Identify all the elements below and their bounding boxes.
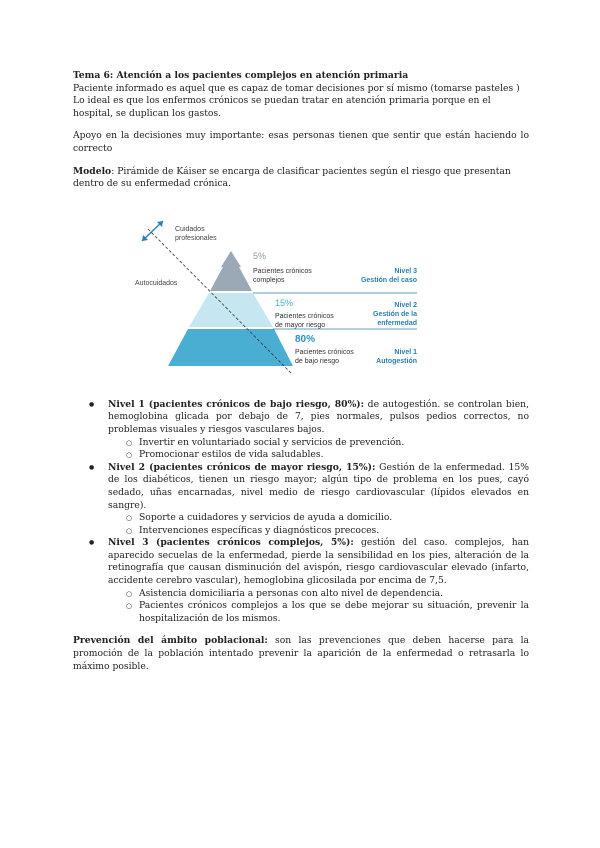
list-item: ● Nivel 3 (pacientes crónicos complejos, 5%): gestión del caso. complejos, han aparecido secuelas de la enfermedad, pierde la sensibilidad en los pies, alteración de la retinografía que causan disminución del avispón, riesgo cardiovascular elevado (infarto, accidente cerebro vascular), hemoglobina glicosilada por encima de 7,5. ○ Asistencia domiciliaria a personas con alto nivel de dependencia. ○ Pacientes crónicos complejos a los que se debe mejorar su situación, prevenir la hospitalización de los mismos. [73,537,529,625]
intro-line: Paciente informado es aquel que es capaz de tomar decisiones por sí mismo (tomarse pasteles ) [73,82,520,94]
tier-1-percent: 80% [295,333,316,345]
tier-1-tipo: Autogestión [376,357,417,365]
pyramid-tier-3-shape [210,252,252,291]
niveles-list [73,399,529,626]
modelo-paragraph: Modelo: Pirámide de Káiser se encarga de clasificar pacientes según el riesgo que presentan dentro de su enfermedad crónica. [73,165,511,190]
tier-3-desc: Pacientes crónicos [253,267,312,275]
tier-2-nivel: Nivel 2 [394,301,417,309]
autocuidados-label: Autocuidados [135,279,178,287]
pyramid-tier-1 [168,329,293,366]
tier-2-desc: de mayor riesgo [275,321,326,329]
cuidados-label: Cuidados [175,225,205,233]
kaiser-pyramid-figure [73,199,529,379]
tier-1-nivel: Nivel 1 [394,348,417,356]
document-title: Tema 6: Atención a los pacientes complejos en atención primaria [73,70,409,81]
tier-2-percent: 15% [275,297,294,308]
list-item: ○ Promocionar estilos de vida saludables. [108,449,529,462]
pyramid-tier-2 [189,293,273,327]
tier-2-tipo: Gestión de la [373,310,417,318]
tier-3-nivel: Nivel 3 [394,267,417,275]
prevencion-paragraph: Prevención del ámbito poblacional: son las prevenciones que deben hacerse para la promoción de la población intentado prevenir la aparición de la enfermedad o retrasarla lo máximo posible. [73,635,530,672]
document-page [73,70,529,673]
tier-3-percent: 5% [253,250,267,261]
apoyo-paragraph: Apoyo en la decisiones muy importante: esas personas tienen que sentir que están haciendo lo correcto [73,130,529,154]
tier-1-desc: de bajo riesgo [295,357,339,365]
list-item: ○ Intervenciones específicas y diagnósticos precoces. [108,525,529,538]
list-item: ○ Invertir en voluntariado social y servicios de prevención. [108,437,529,450]
tier-1-desc: Pacientes crónicos [295,348,354,356]
tier-3-desc: complejos [253,276,285,284]
list-item: ○ Asistencia domiciliaria a personas con alto nivel de dependencia. [108,588,529,601]
list-item: ○ Soporte a cuidadores y servicios de ayuda a domicilio. [108,512,529,525]
tier-3-tipo: Gestión del caso [360,276,417,284]
list-item: ● Nivel 2 (pacientes crónicos de mayor riesgo, 15%): Gestión de la enfermedad. 15% de los diabéticos, tienen un riesgo mayor; algún tipo de problema en los pues, cayó sedado, uñas encarnadas, nivel medio de riesgo cardiovascular (lípidos elevados en sangre). ○ Soporte a cuidadores y servicios de ayuda a domicilio. ○ Intervenciones específicas y diagnósticos precoces. [73,462,529,538]
tier-2-desc: Pacientes crónicos [275,312,334,320]
intro-line: Lo ideal es que los enfermos crónicos se puedan tratar en atención primaria porque en el hospital, se duplican los gastos. [73,95,491,119]
list-item: ● Nivel 1 (pacientes crónicos de bajo riesgo, 80%): de autogestión. se controlan bien, hemoglobina glicada por debajo de 7, pies normales, pulsos pedios correctos, no problemas visuales y riesgos vasculares bajos. ○ Invertir en voluntariado social y servicios de prevención. ○ Promocionar estilos de vida saludables. [73,399,529,462]
profesionales-label: profesionales [175,234,217,242]
tier-2-tipo: enfermedad [377,319,417,327]
list-item: ○ Pacientes crónicos complejos a los que se debe mejorar su situación, prevenir la hospitalización de los mismos. [108,600,529,625]
